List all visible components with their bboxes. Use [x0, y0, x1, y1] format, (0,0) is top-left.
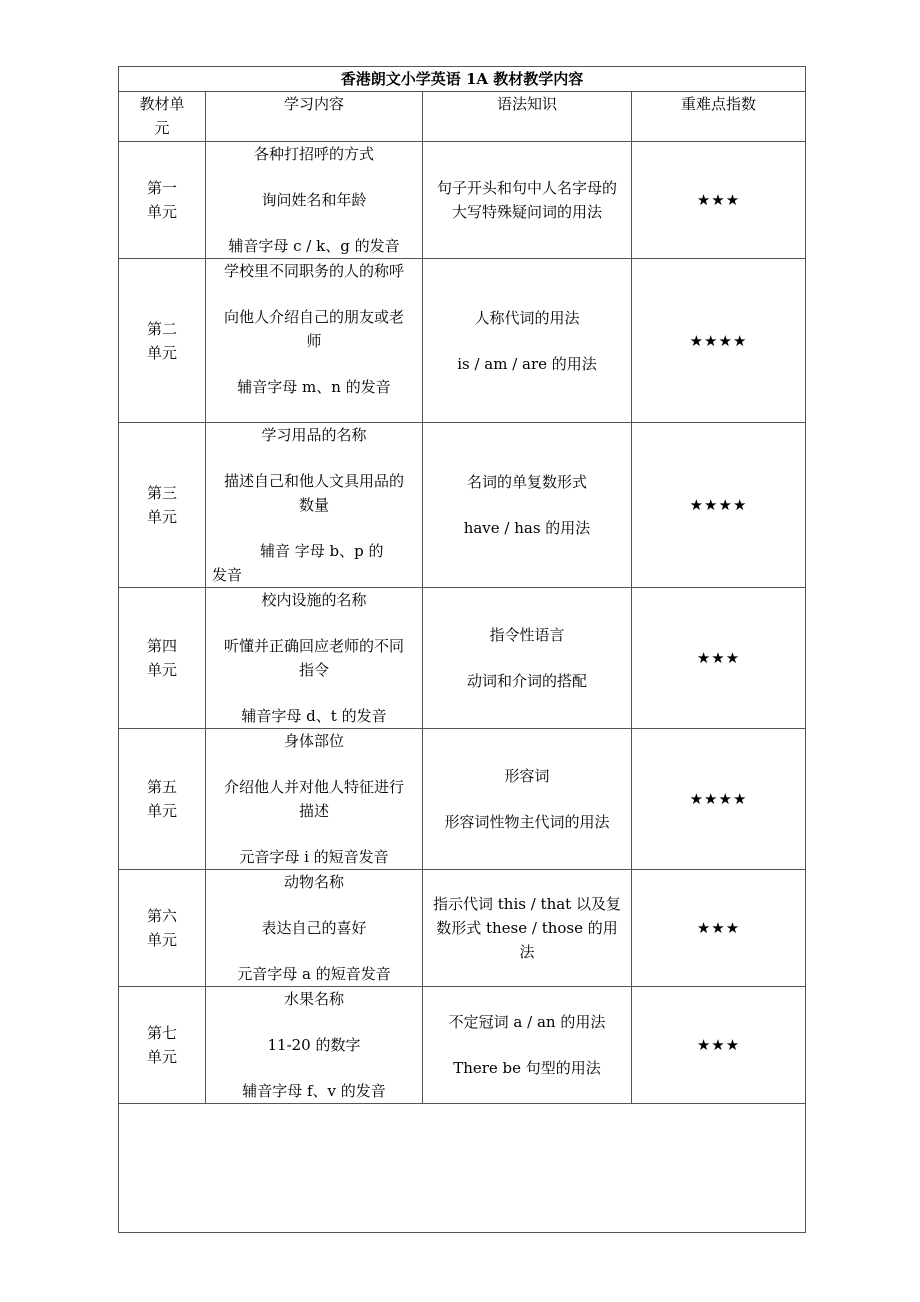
grammar-item: 名词的单复数形式 — [466, 473, 587, 491]
content-item: 11-20 的数字 — [267, 1036, 361, 1054]
grammar-knowledge — [423, 588, 632, 729]
content-item: 向他人介绍自己的朋友或老师 — [223, 308, 404, 350]
learning-content — [206, 870, 423, 987]
learning-content — [206, 987, 423, 1104]
blank-row — [119, 1104, 806, 1233]
content-item: 辅音字母 d、t 的发音 — [241, 707, 387, 725]
grammar-item: 动词和介词的搭配 — [466, 672, 587, 690]
unit-name: 第三单元 — [119, 423, 206, 588]
grammar-item: is / am / are 的用法 — [457, 354, 597, 373]
header-grammar: 语法知识 — [423, 92, 632, 142]
unit-name: 第四单元 — [119, 588, 206, 729]
difficulty-stars: ★★★★ — [632, 423, 806, 588]
grammar-item: have / has 的用法 — [463, 519, 591, 537]
unit-name: 第七单元 — [119, 987, 206, 1104]
learning-content — [206, 729, 423, 870]
table-row — [119, 729, 806, 870]
content-item: 元音字母 i 的短音发音 — [239, 848, 389, 866]
grammar-item: 句子开头和句中人名字母的大写特殊疑问词的用法 — [436, 179, 617, 221]
grammar-knowledge — [423, 870, 632, 987]
content-item: 学习用品的名称 — [261, 426, 367, 444]
grammar-knowledge — [423, 259, 632, 423]
content-item: 辅音字母 f、v 的发音 — [242, 1082, 386, 1100]
grammar-knowledge — [423, 423, 632, 588]
grammar-knowledge — [423, 987, 632, 1104]
content-item: 身体部位 — [283, 732, 344, 750]
content-item: 元音字母 a 的短音发音 — [237, 965, 391, 983]
difficulty-stars: ★★★★ — [632, 259, 806, 423]
learning-content — [206, 588, 423, 729]
difficulty-stars: ★★★ — [632, 870, 806, 987]
difficulty-stars: ★★★ — [632, 987, 806, 1104]
content-item: 发音 — [212, 566, 243, 584]
table-row — [119, 423, 806, 588]
unit-name: 第五单元 — [119, 729, 206, 870]
difficulty-stars: ★★★★ — [632, 729, 806, 870]
learning-content — [206, 259, 423, 423]
grammar-item: 指令性语言 — [489, 626, 565, 644]
header-difficulty: 重难点指数 — [632, 92, 806, 142]
content-item: 各种打招呼的方式 — [253, 145, 374, 163]
content-item: 学校里不同职务的人的称呼 — [223, 262, 404, 280]
table-row — [119, 987, 806, 1104]
grammar-item: 形容词性物主代词的用法 — [444, 813, 610, 831]
grammar-item: 人称代词的用法 — [474, 308, 580, 327]
grammar-knowledge — [423, 729, 632, 870]
header-unit: 教材单元 — [119, 92, 206, 142]
content-item: 校内设施的名称 — [261, 591, 367, 609]
table-title: 香港朗文小学英语 1A 教材教学内容 — [119, 67, 806, 92]
header-content: 学习内容 — [206, 92, 423, 142]
teaching-content-table — [118, 66, 806, 1233]
grammar-knowledge — [423, 142, 632, 259]
content-item: 辅音字母 c / k、g 的发音 — [228, 237, 400, 255]
grammar-item: There be 句型的用法 — [453, 1059, 601, 1077]
content-item: 询问姓名和年龄 — [261, 191, 367, 209]
table-row — [119, 588, 806, 729]
grammar-item: 不定冠词 a / an 的用法 — [448, 1013, 606, 1031]
difficulty-stars: ★★★ — [632, 588, 806, 729]
content-item: 介绍他人并对他人特征进行描述 — [223, 778, 404, 820]
table-row — [119, 870, 806, 987]
unit-name: 第二单元 — [119, 259, 206, 423]
difficulty-stars: ★★★ — [632, 142, 806, 259]
learning-content — [206, 142, 423, 259]
content-item: 描述自己和他人文具用品的数量 — [223, 472, 404, 514]
content-item: 辅音 字母 b、p 的 — [260, 542, 384, 560]
content-item: 动物名称 — [283, 873, 344, 891]
content-item: 表达自己的喜好 — [261, 919, 367, 937]
content-item: 听懂并正确回应老师的不同指令 — [223, 637, 404, 679]
grammar-item: 指示代词 this / that 以及复数形式 these / those 的用法 — [433, 895, 621, 961]
table-row — [119, 259, 806, 423]
unit-name: 第六单元 — [119, 870, 206, 987]
content-item: 辅音字母 m、n 的发音 — [237, 378, 391, 396]
grammar-item: 形容词 — [504, 767, 550, 785]
blank-cell — [119, 1104, 806, 1233]
learning-content — [206, 423, 423, 588]
table-row — [119, 142, 806, 259]
unit-name: 第一单元 — [119, 142, 206, 259]
content-item: 水果名称 — [283, 990, 344, 1008]
